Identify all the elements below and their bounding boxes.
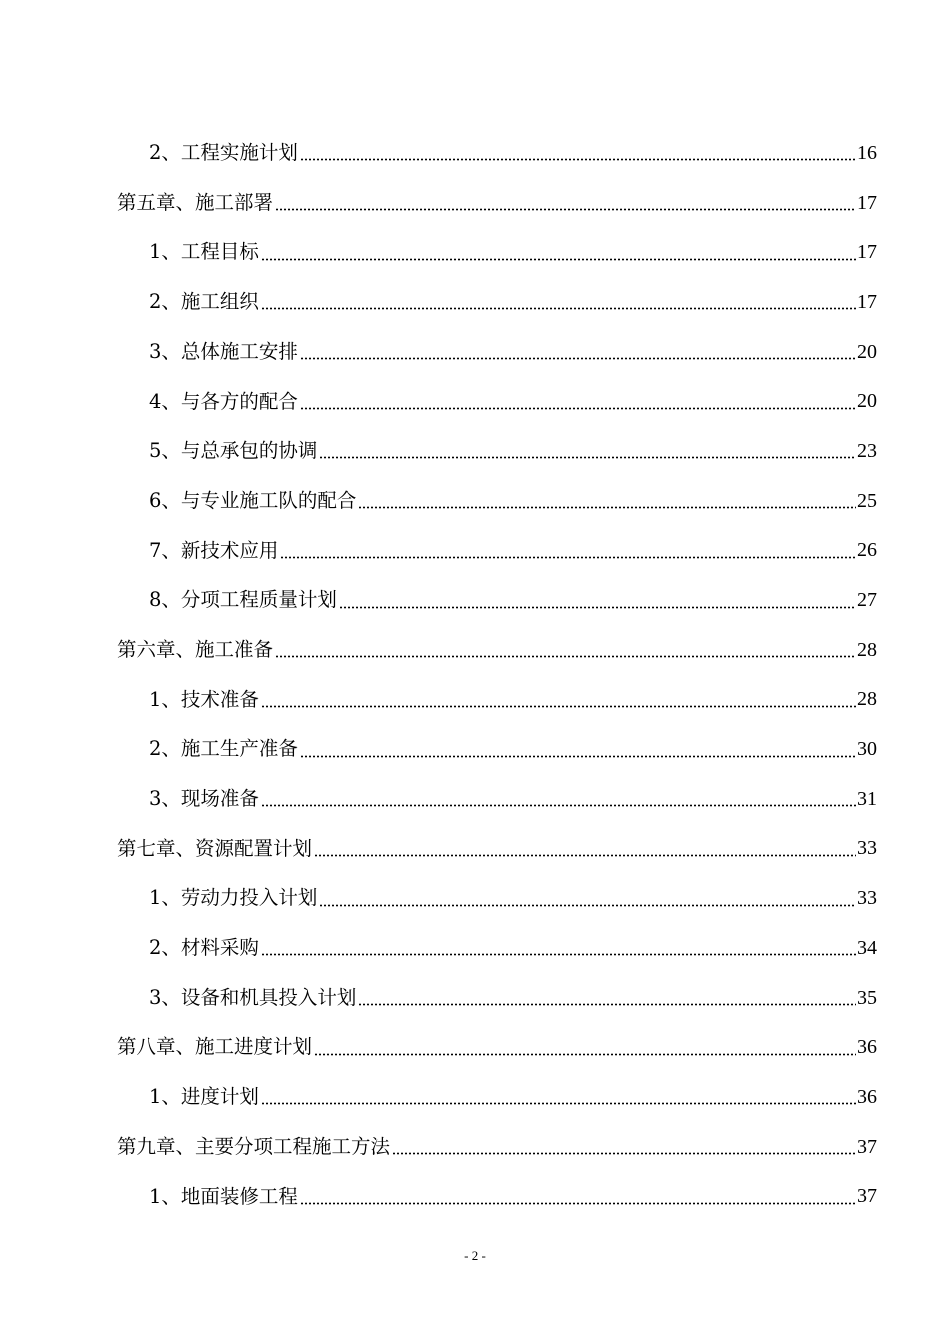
toc-entry-title: 2、施工组织 [149, 290, 259, 314]
toc-section-entry[interactable] [117, 1072, 877, 1122]
toc-section-entry[interactable] [117, 575, 877, 625]
toc-dot-leader [261, 953, 856, 956]
toc-section-entry[interactable] [117, 923, 877, 973]
toc-page-number: 30 [857, 738, 877, 761]
toc-dot-leader [392, 1152, 856, 1155]
toc-section-entry[interactable] [117, 277, 877, 327]
toc-page-number: 23 [857, 439, 877, 462]
toc-entry-title: 1、进度计划 [149, 1085, 259, 1109]
toc-chapter-entry[interactable] [117, 625, 877, 675]
toc-dot-leader [261, 804, 856, 807]
toc-dot-leader [280, 556, 856, 559]
toc-page-number: 17 [857, 191, 877, 214]
toc-section-entry[interactable] [117, 526, 877, 576]
toc-page-number: 36 [857, 1036, 877, 1059]
toc-dot-leader [319, 904, 856, 907]
toc-page-number: 27 [857, 589, 877, 612]
toc-entry-title: 8、分项工程质量计划 [149, 588, 337, 612]
toc-entry-title: 第六章、施工准备 [117, 637, 274, 661]
page-number-footer: - 2 - [464, 1248, 486, 1263]
toc-section-entry[interactable] [117, 774, 877, 824]
toc-page-number: 35 [857, 986, 877, 1009]
toc-page-number: 20 [857, 390, 877, 413]
toc-page-number: 31 [857, 787, 877, 810]
toc-dot-leader [275, 208, 856, 211]
toc-entry-title: 1、地面装修工程 [149, 1184, 298, 1208]
toc-page-number: 36 [857, 1085, 877, 1108]
toc-page-number: 33 [857, 837, 877, 860]
toc-section-entry[interactable] [117, 476, 877, 526]
toc-entry-title: 2、工程实施计划 [149, 141, 298, 165]
toc-page-number: 25 [857, 489, 877, 512]
toc-chapter-entry[interactable] [117, 1122, 877, 1172]
toc-page-number: 17 [857, 290, 877, 313]
toc-section-entry[interactable] [117, 675, 877, 725]
toc-section-entry[interactable] [117, 426, 877, 476]
toc-entry-title: 1、工程目标 [149, 240, 259, 264]
toc-page-number: 17 [857, 241, 877, 264]
toc-dot-leader [261, 258, 856, 261]
toc-chapter-entry[interactable] [117, 178, 877, 228]
toc-entry-title: 第七章、资源配置计划 [117, 836, 313, 860]
toc-dot-leader [300, 158, 856, 161]
toc-dot-leader [300, 357, 856, 360]
toc-entry-title: 第九章、主要分项工程施工方法 [117, 1134, 391, 1158]
toc-entry-title: 6、与专业施工队的配合 [149, 488, 357, 512]
toc-entry-title: 3、总体施工安排 [149, 339, 298, 363]
toc-entry-title: 4、与各方的配合 [149, 389, 298, 413]
toc-dot-leader [314, 1053, 856, 1056]
toc-dot-leader [339, 606, 856, 609]
toc-dot-leader [261, 307, 856, 310]
toc-section-entry[interactable] [117, 873, 877, 923]
toc-page-number: 37 [857, 1135, 877, 1158]
toc-chapter-entry[interactable] [117, 1022, 877, 1072]
toc-page-number: 28 [857, 638, 877, 661]
toc-entry-title: 第五章、施工部署 [117, 190, 274, 214]
toc-page-number: 26 [857, 539, 877, 562]
toc-entry-title: 3、现场准备 [149, 787, 259, 811]
toc-entry-title: 1、技术准备 [149, 687, 259, 711]
toc-dot-leader [300, 407, 856, 410]
toc-entry-title: 1、劳动力投入计划 [149, 886, 318, 910]
toc-dot-leader [261, 705, 856, 708]
toc-dot-leader [300, 1202, 856, 1205]
toc-entry-title: 2、材料采购 [149, 936, 259, 960]
toc-section-entry[interactable] [117, 327, 877, 377]
toc-chapter-entry[interactable] [117, 824, 877, 874]
toc-entry-title: 2、施工生产准备 [149, 737, 298, 761]
toc-section-entry[interactable] [117, 1171, 877, 1221]
toc-section-entry[interactable] [117, 973, 877, 1023]
toc-dot-leader [358, 1003, 856, 1006]
toc-entry-title: 第八章、施工进度计划 [117, 1035, 313, 1059]
toc-section-entry[interactable] [117, 128, 877, 178]
toc-dot-leader [261, 1102, 856, 1105]
toc-section-entry[interactable] [117, 227, 877, 277]
toc-section-entry[interactable] [117, 376, 877, 426]
toc-dot-leader [358, 506, 856, 509]
toc-dot-leader [275, 655, 856, 658]
toc-page-number: 37 [857, 1185, 877, 1208]
toc-section-entry[interactable] [117, 724, 877, 774]
toc-page-number: 33 [857, 887, 877, 910]
toc-entry-title: 7、新技术应用 [149, 538, 279, 562]
toc-entry-title: 5、与总承包的协调 [149, 439, 318, 463]
toc-dot-leader [300, 755, 856, 758]
toc-entry-title: 3、设备和机具投入计划 [149, 985, 357, 1009]
toc-dot-leader [314, 854, 856, 857]
toc-dot-leader [319, 456, 856, 459]
toc-page-number: 34 [857, 936, 877, 959]
toc-page-number: 28 [857, 688, 877, 711]
toc-page-number: 20 [857, 340, 877, 363]
table-of-contents [117, 128, 877, 1221]
toc-page-number: 16 [857, 141, 877, 164]
